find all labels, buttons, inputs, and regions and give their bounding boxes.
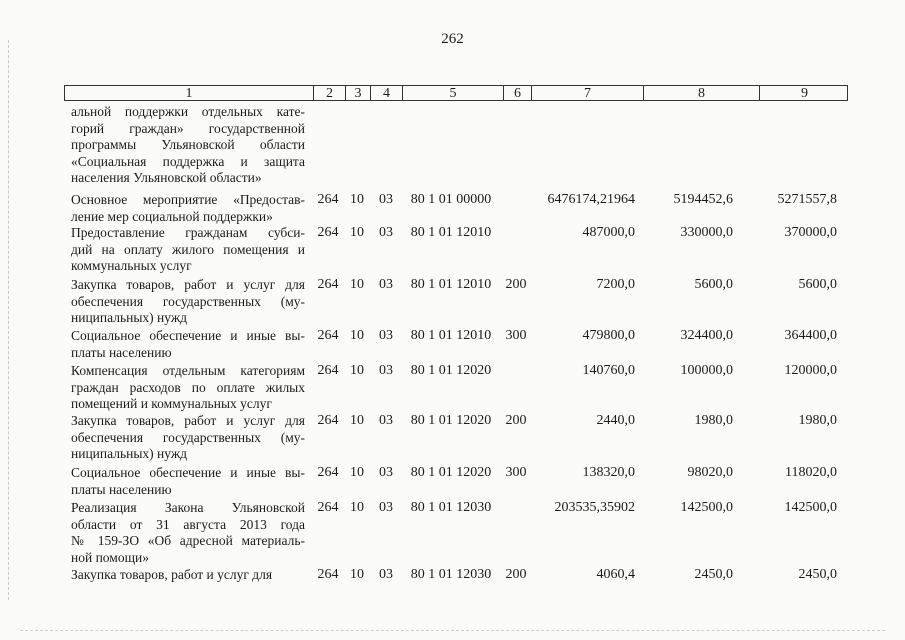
cell-c4: 03 [379, 192, 393, 207]
cell-c9: 142500,0 [784, 500, 837, 515]
cell-c4: 03 [379, 567, 393, 582]
cell-c4: 03 [379, 363, 393, 378]
cell-c3: 10 [350, 500, 364, 515]
cell-c3: 10 [350, 465, 364, 480]
cell-c8: 330000,0 [680, 225, 733, 240]
header-col-2: 2 [313, 86, 345, 100]
cell-c6: 200 [505, 413, 527, 428]
cell-c7: 2440,0 [596, 413, 635, 428]
cell-c2: 264 [317, 328, 339, 343]
header-col-8: 8 [643, 86, 759, 100]
description-line: коммунальных услуг [71, 258, 192, 273]
header-col-9: 9 [759, 86, 849, 100]
cell-c5: 80 1 01 12010 [410, 277, 492, 292]
cell-c5: 80 1 01 12020 [410, 413, 492, 428]
cell-c4: 03 [379, 225, 393, 240]
row-description [71, 363, 305, 413]
cell-c3: 10 [350, 328, 364, 343]
cell-c8: 5194452,6 [673, 192, 733, 207]
cell-c7: 487000,0 [582, 225, 635, 240]
row-description [71, 192, 305, 225]
row-description [71, 500, 305, 566]
cell-c7: 6476174,21964 [547, 192, 635, 207]
cell-c3: 10 [350, 567, 364, 582]
cell-c9: 364400,0 [784, 328, 837, 343]
description-line: граждан расходов по оплате жилых [71, 379, 305, 395]
cell-c2: 264 [317, 567, 339, 582]
row-description [71, 225, 305, 275]
cell-c2: 264 [317, 413, 339, 428]
cell-c7: 203535,35902 [554, 500, 635, 515]
description-line: Социальное обеспечение и иные вы- [71, 465, 305, 480]
cell-c7: 7200,0 [596, 277, 635, 292]
cell-c4: 03 [379, 277, 393, 292]
cell-c3: 10 [350, 277, 364, 292]
description-line: Предоставление гражданам субси- [71, 225, 305, 240]
cell-c3: 10 [350, 192, 364, 207]
description-line: Основное мероприятие «Предостав- [71, 192, 305, 207]
page-number: 262 [441, 31, 464, 47]
description-line: населения Ульяновской области» [71, 170, 262, 185]
cell-c2: 264 [317, 363, 339, 378]
cell-c3: 10 [350, 225, 364, 240]
row-description [71, 567, 305, 584]
cell-c8: 2450,0 [694, 567, 733, 582]
description-line: области от 31 августа 2013 года [71, 516, 305, 532]
cell-c4: 03 [379, 413, 393, 428]
cell-c2: 264 [317, 465, 339, 480]
description-line: ниципальных) нужд [71, 446, 188, 461]
cell-c7: 140760,0 [582, 363, 635, 378]
description-line: альной поддержки отдельных кате- [71, 104, 305, 119]
cell-c8: 142500,0 [680, 500, 733, 515]
description-line: платы населению [71, 481, 172, 497]
header-col-3: 3 [345, 86, 370, 100]
cell-c2: 264 [317, 500, 339, 515]
description-line: дий на оплату жилого помещения и [71, 241, 305, 257]
cell-c5: 80 1 01 12010 [410, 225, 492, 240]
cell-c4: 03 [379, 500, 393, 515]
cell-c4: 03 [379, 328, 393, 343]
cell-c9: 5271557,8 [777, 192, 837, 207]
cell-c9: 118020,0 [785, 465, 837, 480]
scan-edge-mark [8, 40, 9, 600]
cell-c8: 5600,0 [694, 277, 733, 292]
cell-c2: 264 [317, 192, 339, 207]
description-line: Компенсация отдельным категориям [71, 363, 305, 378]
cell-c5: 80 1 01 12020 [410, 465, 492, 480]
cell-c5: 80 1 01 12010 [410, 328, 492, 343]
row-description [71, 328, 305, 361]
description-line: Закупка товаров, работ и услуг для [71, 567, 273, 582]
cell-c9: 1980,0 [798, 413, 837, 428]
description-line: Закупка товаров, работ и услуг для [71, 413, 305, 428]
table-header [64, 85, 848, 101]
cell-c5: 80 1 01 12030 [410, 500, 492, 515]
cell-c8: 98020,0 [687, 465, 733, 480]
description-line: ной помощи» [71, 549, 149, 565]
cell-c9: 2450,0 [798, 567, 837, 582]
cell-c6: 200 [505, 277, 527, 292]
description-line: Социальное обеспечение и иные вы- [71, 328, 305, 343]
row-description [71, 277, 305, 327]
cell-c3: 10 [350, 363, 364, 378]
description-line: обеспечения государственных (му- [71, 429, 305, 445]
cell-c5: 80 1 01 00000 [410, 192, 492, 207]
cell-c8: 1980,0 [694, 413, 733, 428]
description-line: платы населению [71, 344, 172, 360]
cell-c7: 4060,4 [596, 567, 635, 582]
cell-c9: 370000,0 [784, 225, 837, 240]
cell-c8: 324400,0 [680, 328, 733, 343]
cell-c7: 138320,0 [582, 465, 635, 480]
description-line: Закупка товаров, работ и услуг для [71, 277, 305, 292]
description-line: горий граждан» государственной [71, 120, 305, 136]
cell-c2: 264 [317, 277, 339, 292]
cell-c5: 80 1 01 12030 [410, 567, 492, 582]
header-col-5: 5 [402, 86, 503, 100]
description-line: ление мер социальной поддержки» [71, 208, 273, 224]
description-line: помещений и коммунальных услуг [71, 396, 272, 411]
cell-c9: 120000,0 [784, 363, 837, 378]
row-description [71, 104, 305, 187]
cell-c6: 300 [505, 465, 527, 480]
header-col-1: 1 [185, 86, 193, 101]
cell-c8: 100000,0 [680, 363, 733, 378]
description-line: программы Ульяновской области [71, 137, 305, 152]
cell-c4: 03 [379, 465, 393, 480]
cell-c2: 264 [317, 225, 339, 240]
description-line: «Социальная поддержка и защита [71, 153, 305, 169]
description-line: № 159-ЗО «Об адресной материаль- [71, 533, 305, 548]
row-description [71, 465, 305, 498]
header-col-6: 6 [503, 86, 531, 100]
description-line: обеспечения государственных (му- [71, 293, 305, 309]
row-description [71, 413, 305, 463]
cell-c6: 200 [505, 567, 527, 582]
scan-bottom-mark [20, 630, 885, 631]
description-line: Реализация Закона Ульяновской [71, 500, 305, 515]
cell-c6: 300 [505, 328, 527, 343]
header-col-4: 4 [370, 86, 402, 100]
cell-c7: 479800,0 [582, 328, 635, 343]
cell-c3: 10 [350, 413, 364, 428]
cell-c9: 5600,0 [798, 277, 837, 292]
cell-c5: 80 1 01 12020 [410, 363, 492, 378]
header-col-7: 7 [531, 86, 643, 100]
description-line: ниципальных) нужд [71, 310, 188, 325]
